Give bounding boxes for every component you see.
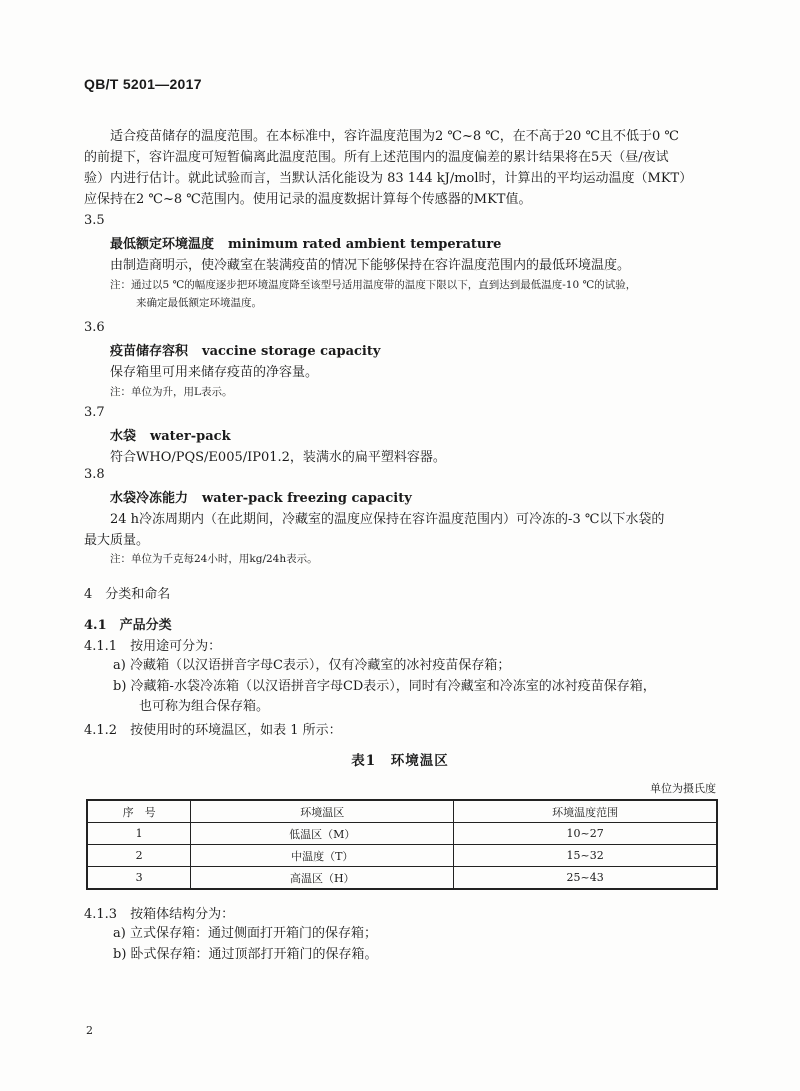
term-en: water-pack <box>150 429 231 444</box>
term-en: water-pack freezing capacity <box>202 491 412 506</box>
term-note <box>110 383 720 401</box>
clause-number: 3.8 <box>84 467 105 482</box>
environment-table <box>86 799 718 890</box>
table-header-row <box>87 800 717 823</box>
term-zh: 水袋 <box>110 429 137 444</box>
table-unit: 单位为摄氏度 <box>650 782 716 795</box>
clause-number: 3.5 <box>84 213 105 228</box>
document-code: QB/T 5201—2017 <box>84 76 202 92</box>
term-en: vaccine storage capacity <box>202 344 381 359</box>
clause-number: 3.6 <box>84 320 105 335</box>
note-line: 来确定最低额定环境温度。 <box>136 297 262 309</box>
term-definition-line: 24 h冷冻周期内（在此期间，冷藏室的温度应保持在容许温度范围内）可冷冻的-3 ℃以下水袋的 <box>110 512 665 527</box>
list-label: b) <box>113 947 127 962</box>
term-note <box>110 276 720 312</box>
table-title: 表1 环境温区 <box>351 753 449 769</box>
clause-text: 4.1.3 按箱体结构分为： <box>84 907 235 922</box>
term-definition-line: 最大质量。 <box>84 533 150 548</box>
intro-line: 验）内进行估计。就此试验而言，当默认活化能设为 83 144 kJ/mol时，计算出的平均运动温度（MKT） <box>84 171 693 186</box>
table-header-cell: 环境温区 <box>191 800 454 823</box>
list-label: b) <box>113 679 127 694</box>
table-header-cell: 序 号 <box>87 800 191 823</box>
intro-line: 适合疫苗储存的温度范围。在本标准中，容许温度范围为2 ℃~8 ℃，在不高于20 ℃且不低于0 ℃ <box>110 129 679 144</box>
clause-text: 4.1.1 按用途可分为： <box>84 639 222 654</box>
list-item <box>113 656 510 676</box>
term-heading <box>110 487 412 506</box>
list-label: a) <box>113 926 126 941</box>
table-cell: 15~32 <box>454 845 717 867</box>
table-header-cell: 环境温度范围 <box>454 800 717 823</box>
list-text: 也可称为组合保存箱。 <box>139 699 270 714</box>
list-label: a) <box>113 658 126 673</box>
term-definition: 由制造商明示，使冷藏室在装满疫苗的情况下能够保持在容许温度范围内的最低环境温度。 <box>110 258 631 273</box>
term-note <box>110 550 720 568</box>
note-line: 注：单位为千克每24小时，用kg/24h表示。 <box>110 553 318 565</box>
note-line: 注：单位为升，用L表示。 <box>110 386 233 398</box>
list-text: 冷藏箱-水袋冷冻箱（以汉语拼音字母CD表示），同时有冷藏室和冷冻室的冰衬疫苗保存箱， <box>130 679 656 694</box>
table-cell: 3 <box>87 867 191 890</box>
term-zh: 水袋冷冻能力 <box>110 491 189 506</box>
list-item <box>113 945 378 965</box>
subsection-heading: 4.1 产品分类 <box>84 618 172 633</box>
term-heading <box>110 233 501 252</box>
section-heading: 4 分类和命名 <box>84 587 171 602</box>
list-text: 立式保存箱：通过侧面打开箱门的保存箱； <box>129 926 377 941</box>
table-cell: 25~43 <box>454 867 717 890</box>
table-row <box>87 823 717 845</box>
term-heading <box>110 425 231 444</box>
table-cell: 中温度（T） <box>191 845 454 867</box>
note-line: 注：通过以5 ℃的幅度逐步把环境温度降至该型号适用温度带的温度下限以下，直到达到最低温度-10 ℃的试验， <box>110 279 637 291</box>
term-zh: 最低额定环境温度 <box>110 237 215 252</box>
intro-paragraph <box>84 126 724 210</box>
list-item <box>113 924 377 944</box>
table-cell: 10~27 <box>454 823 717 845</box>
table-cell: 低温区（M） <box>191 823 454 845</box>
list-item <box>113 677 656 717</box>
page-number: 2 <box>86 1024 93 1037</box>
term-en: minimum rated ambient temperature <box>228 237 502 252</box>
table-cell: 1 <box>87 823 191 845</box>
table-cell: 2 <box>87 845 191 867</box>
clause-text: 4.1.2 按使用时的环境温区，如表 1 所示： <box>84 723 342 738</box>
term-definition: 保存箱里可用来储存疫苗的净容量。 <box>110 365 319 380</box>
term-zh: 疫苗储存容积 <box>110 344 189 359</box>
intro-line: 的前提下，容许温度可短暂偏离此温度范围。所有上述范围内的温度偏差的累计结果将在5天（昼/夜试 <box>84 150 669 165</box>
table-row <box>87 867 717 890</box>
term-definition: 符合WHO/PQS/E005/IP01.2，装满水的扁平塑料容器。 <box>110 450 446 465</box>
list-text: 冷藏箱（以汉语拼音字母C表示），仅有冷藏室的冰衬疫苗保存箱； <box>129 658 511 673</box>
clause-number: 3.7 <box>84 405 105 420</box>
list-text: 卧式保存箱：通过顶部打开箱门的保存箱。 <box>130 947 378 962</box>
term-heading <box>110 340 380 359</box>
intro-line: 应保持在2 ℃~8 ℃范围内。使用记录的温度数据计算每个传感器的MKT值。 <box>84 192 532 207</box>
table-cell: 高温区（H） <box>191 867 454 890</box>
table-row <box>87 845 717 867</box>
